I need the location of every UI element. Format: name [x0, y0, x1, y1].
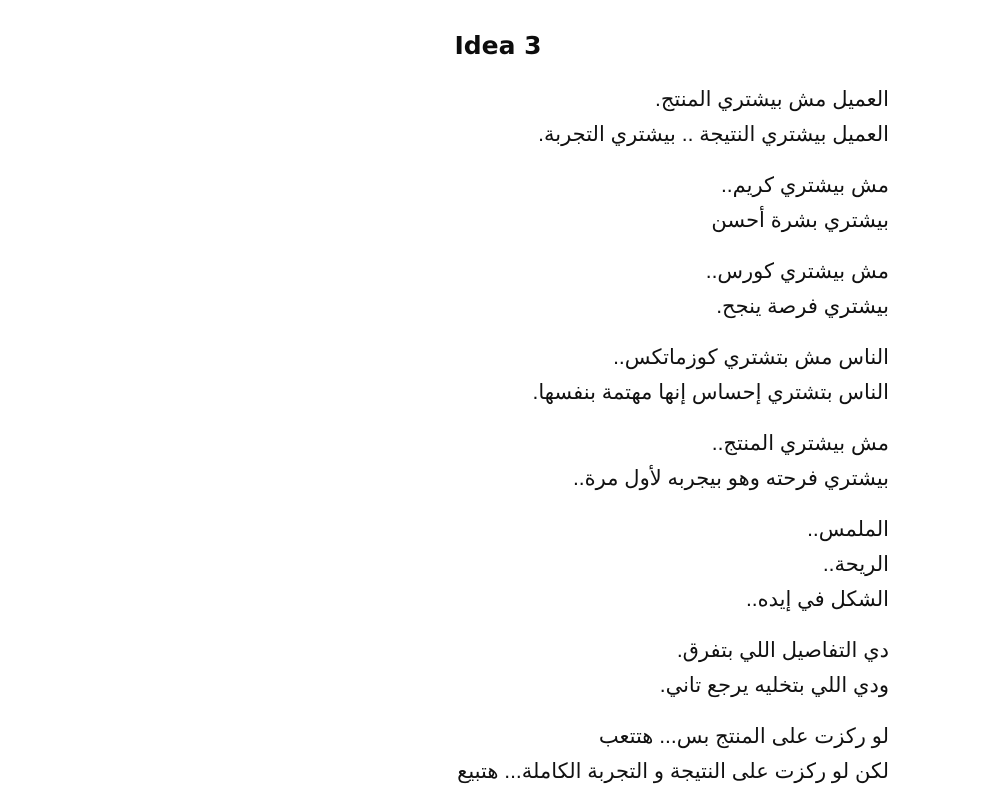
stanza	[369, 633, 889, 703]
text-line: دي التفاصيل اللي بتفرق.	[676, 639, 889, 662]
text-line: العميل بيشتري النتيجة .. بيشتري التجربة.	[538, 123, 889, 146]
text-line: بيشتري فرحته وهو بيجربه لأول مرة..	[572, 467, 889, 490]
text-line: الملمس..	[807, 518, 889, 541]
stanza	[369, 512, 889, 617]
stanza	[369, 340, 889, 410]
text-line: لكن لو ركزت على النتيجة و التجربة الكاملة... هتبيع	[457, 760, 889, 783]
page-title: Idea 3	[454, 31, 542, 60]
stanza	[369, 82, 889, 152]
text-line: مش بيشتري كريم..	[720, 174, 889, 197]
text-line: العميل مش بيشتري المنتج.	[655, 88, 889, 111]
stanza	[369, 254, 889, 324]
document-body	[369, 82, 889, 789]
text-line: الناس بتشتري إحساس إنها مهتمة بنفسها.	[532, 381, 889, 404]
text-line: بيشتري فرصة ينجح.	[716, 295, 889, 318]
text-line: الشكل في إيده..	[745, 588, 889, 611]
text-line: مش بيشتري المنتج..	[711, 432, 889, 455]
text-line: ودي اللي بتخليه يرجع تاني.	[659, 674, 889, 697]
stanza	[369, 168, 889, 238]
stanza	[369, 719, 889, 789]
stanza	[369, 426, 889, 496]
text-line: مش بيشتري كورس..	[705, 260, 889, 283]
text-line: الريحة..	[822, 553, 889, 576]
text-line: بيشتري بشرة أحسن	[711, 209, 889, 232]
text-line: لو ركزت على المنتج بس... هتتعب	[598, 725, 889, 748]
text-line: الناس مش بتشتري كوزماتكس..	[613, 346, 889, 369]
